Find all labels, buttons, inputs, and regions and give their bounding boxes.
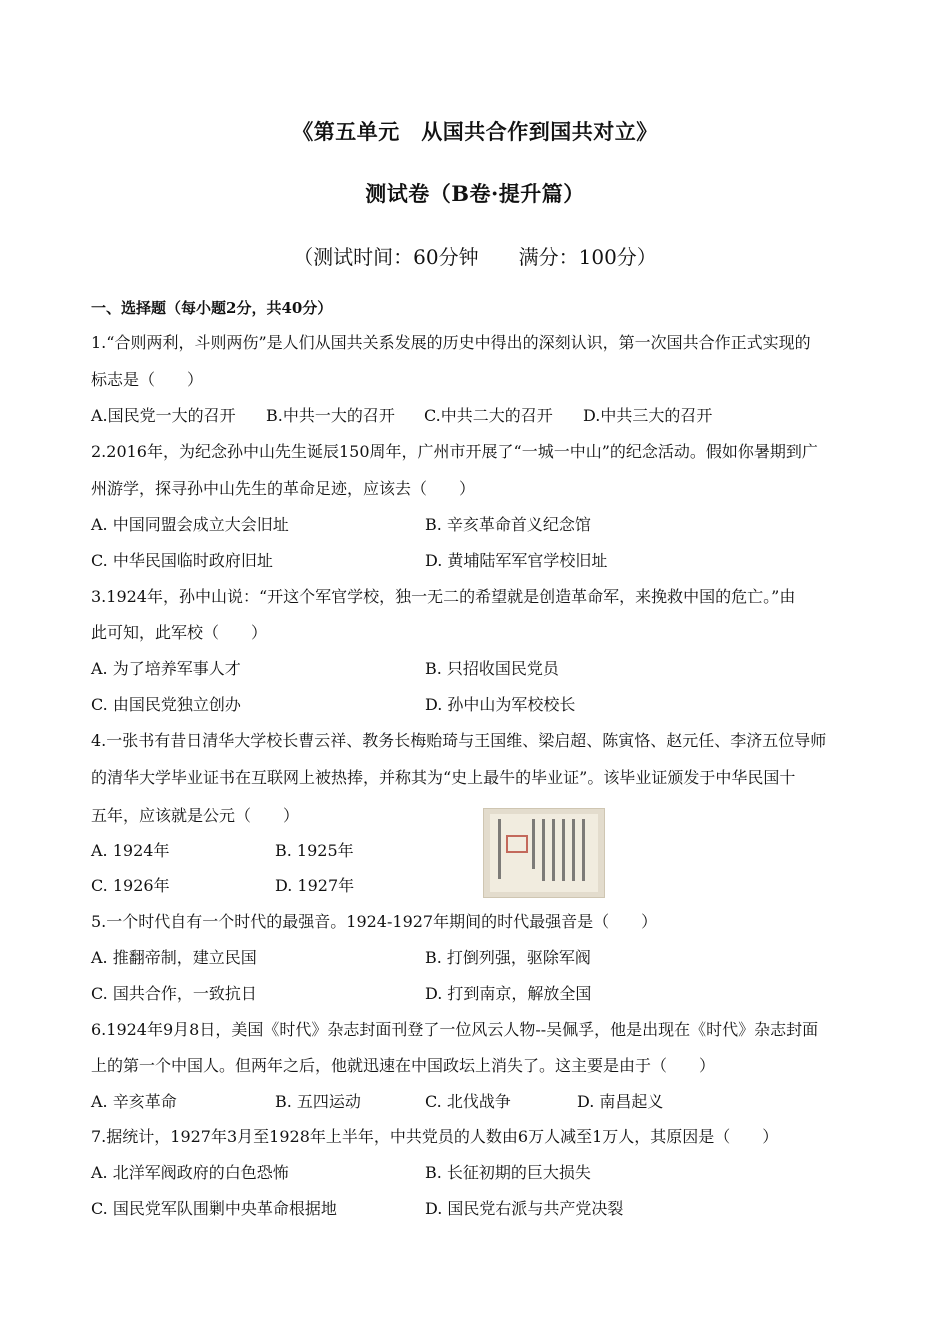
diploma-photo <box>483 808 605 898</box>
question-2-stem-line-1: 2.2016年，为纪念孙中山先生诞辰150周年，广州市开展了“一城一中山”的纪念活动。假如你暑期到广 <box>91 442 818 461</box>
question-4-option-a[interactable]: A. 1924年 <box>91 841 170 860</box>
question-7-option-c[interactable]: C. 国民党军队围剿中央革命根据地 <box>91 1199 337 1218</box>
question-6-option-c[interactable]: C. 北伐战争 <box>425 1092 511 1111</box>
question-1-stem-line-2: 标志是（ ） <box>91 370 204 389</box>
question-4-stem-line-1: 4.一张书有昔日清华大学校长曹云祥、教务长梅贻琦与王国维、梁启超、陈寅恪、赵元任、李济五位导师 <box>91 731 827 750</box>
question-5-option-a[interactable]: A. 推翻帝制，建立民国 <box>91 948 257 967</box>
question-3-option-b[interactable]: B. 只招收国民党员 <box>425 659 559 678</box>
question-5-option-b[interactable]: B. 打倒列强，驱除军阀 <box>425 948 591 967</box>
question-4-option-d[interactable]: D. 1927年 <box>275 876 355 895</box>
question-7-stem-line-1: 7.据统计，1927年3月至1928年上半年，中共党员的人数由6万人减至1万人，其原因是（ ） <box>91 1127 779 1146</box>
question-1-option-b[interactable]: B.中共一大的召开 <box>266 406 395 425</box>
exam-title: 《第五单元 从国共合作到国共对立》 <box>292 119 658 144</box>
question-4-option-b[interactable]: B. 1925年 <box>275 841 354 860</box>
question-4-stem-line-2: 的清华大学毕业证书在互联网上被热捧，并称其为“史上最牛的毕业证”。该毕业证颁发于中华民国十 <box>91 768 796 787</box>
question-6-stem-line-1: 6.1924年9月8日，美国《时代》杂志封面刊登了一位风云人物--吴佩孚，他是出现在《时代》杂志封面 <box>91 1020 819 1039</box>
question-2-option-b[interactable]: B. 辛亥革命首义纪念馆 <box>425 515 591 534</box>
question-4-stem-line-3: 五年，应该就是公元（ ） <box>91 806 300 825</box>
question-1-stem-line-1: 1.“合则两利，斗则两伤”是人们从国共关系发展的历史中得出的深刻认识，第一次国共合作正式实现的 <box>91 333 811 352</box>
question-3-stem-line-1: 3.1924年，孙中山说：“开这个军官学校，独一无二的希望就是创造革命军，来挽救中国的危亡。”由 <box>91 587 796 606</box>
section-heading: 一、选择题（每小题2分，共40分） <box>91 299 333 317</box>
question-5-option-d[interactable]: D. 打到南京，解放全国 <box>425 984 592 1003</box>
question-1-option-a[interactable]: A.国民党一大的召开 <box>91 406 236 425</box>
question-4-option-c[interactable]: C. 1926年 <box>91 876 170 895</box>
question-3-option-a[interactable]: A. 为了培养军事人才 <box>91 659 241 678</box>
question-2-option-a[interactable]: A. 中国同盟会成立大会旧址 <box>91 515 289 534</box>
question-2-option-d[interactable]: D. 黄埔陆军军官学校旧址 <box>425 551 608 570</box>
question-1-option-d[interactable]: D.中共三大的召开 <box>583 406 713 425</box>
question-5-option-c[interactable]: C. 国共合作，一致抗日 <box>91 984 257 1003</box>
question-5-stem-line-1: 5.一个时代自有一个时代的最强音。1924-1927年期间的时代最强音是（ ） <box>91 912 658 931</box>
exam-time-score: （测试时间：60分钟 满分：100分） <box>293 245 657 269</box>
question-6-option-b[interactable]: B. 五四运动 <box>275 1092 361 1111</box>
question-6-stem-line-2: 上的第一个中国人。但两年之后，他就迅速在中国政坛上消失了。这主要是由于（ ） <box>91 1056 716 1075</box>
question-3-stem-line-2: 此可知，此军校（ ） <box>91 623 268 642</box>
question-6-option-d[interactable]: D. 南昌起义 <box>577 1092 664 1111</box>
question-3-option-c[interactable]: C. 由国民党独立创办 <box>91 695 241 714</box>
question-2-option-c[interactable]: C. 中华民国临时政府旧址 <box>91 551 273 570</box>
question-7-option-d[interactable]: D. 国民党右派与共产党决裂 <box>425 1199 624 1218</box>
question-1-option-c[interactable]: C.中共二大的召开 <box>424 406 553 425</box>
question-7-option-a[interactable]: A. 北洋军阀政府的白色恐怖 <box>91 1163 289 1182</box>
exam-subtitle-title: 测试卷（B卷·提升篇） <box>365 181 585 206</box>
question-6-option-a[interactable]: A. 辛亥革命 <box>91 1092 177 1111</box>
question-3-option-d[interactable]: D. 孙中山为军校校长 <box>425 695 576 714</box>
question-2-stem-line-2: 州游学，探寻孙中山先生的革命足迹，应该去（ ） <box>91 479 476 498</box>
question-7-option-b[interactable]: B. 长征初期的巨大损失 <box>425 1163 591 1182</box>
